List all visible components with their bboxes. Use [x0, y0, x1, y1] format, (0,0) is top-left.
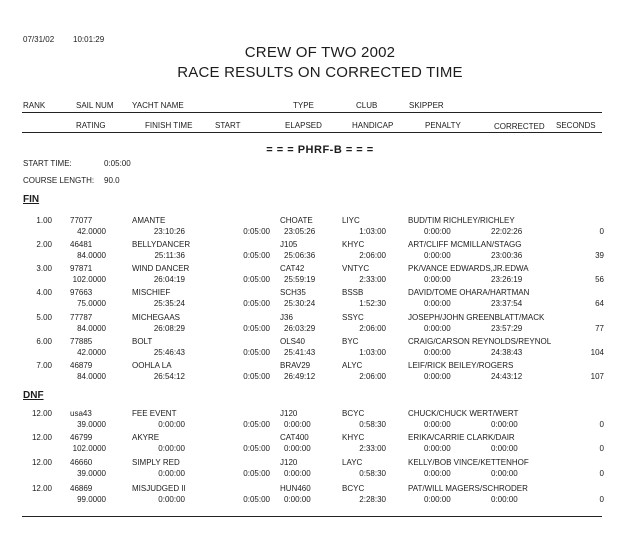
- course-length-value: 90.0: [104, 176, 120, 185]
- yacht-name-cell: MISCHIEF: [132, 288, 171, 297]
- finish-time-cell: 0:00:00: [158, 469, 185, 478]
- corrected-cell: 0:00:00: [491, 444, 518, 453]
- yacht-name-cell: AMANTE: [132, 216, 166, 225]
- penalty-cell: 0:00:00: [424, 275, 451, 284]
- elapsed-cell: 25:06:36: [284, 251, 316, 260]
- report-title: CREW OF TWO 2002: [244, 44, 396, 61]
- rank-cell: 4.00: [36, 288, 52, 297]
- handicap-cell: 2:28:30: [359, 495, 386, 504]
- handicap-cell: 2:33:00: [359, 444, 386, 453]
- report-date: 07/31/02: [23, 35, 55, 44]
- type-cell: BRAV29: [280, 361, 311, 370]
- finish-time-cell: 26:54:12: [153, 372, 185, 381]
- finish-time-cell: 0:00:00: [158, 444, 185, 453]
- rating-cell: 42.0000: [77, 227, 106, 236]
- handicap-cell: 2:06:00: [359, 372, 386, 381]
- handicap-cell: 0:58:30: [359, 420, 386, 429]
- sail-num-cell: 77885: [70, 337, 93, 346]
- rating-cell: 102.0000: [72, 444, 106, 453]
- col-finish-time: FINISH TIME: [145, 121, 193, 130]
- penalty-cell: 0:00:00: [424, 299, 451, 308]
- rank-cell: 3.00: [36, 264, 52, 273]
- handicap-cell: 1:03:00: [359, 227, 386, 236]
- finish-time-cell: 26:08:29: [153, 324, 185, 333]
- seconds-cell: 0: [599, 469, 604, 478]
- elapsed-cell: 25:30:24: [284, 299, 316, 308]
- elapsed-cell: 25:59:19: [284, 275, 316, 284]
- penalty-cell: 0:00:00: [424, 251, 451, 260]
- start-cell: 0:05:00: [243, 495, 270, 504]
- sail-num-cell: 46799: [70, 433, 93, 442]
- finish-time-cell: 25:46:43: [153, 348, 185, 357]
- elapsed-cell: 0:00:00: [284, 495, 311, 504]
- sail-num-cell: 77077: [70, 216, 93, 225]
- yacht-name-cell: WIND DANCER: [132, 264, 190, 273]
- rating-cell: 84.0000: [77, 324, 106, 333]
- col-rating: RATING: [76, 121, 106, 130]
- finish-time-cell: 26:04:19: [153, 275, 185, 284]
- elapsed-cell: 25:41:43: [284, 348, 316, 357]
- rating-cell: 75.0000: [77, 299, 106, 308]
- seconds-cell: 0: [599, 444, 604, 453]
- type-cell: CAT400: [280, 433, 309, 442]
- rank-cell: 12.00: [31, 409, 52, 418]
- start-cell: 0:05:00: [243, 324, 270, 333]
- skipper-cell: ART/CLIFF MCMILLAN/STAGG: [408, 240, 522, 249]
- start-cell: 0:05:00: [243, 372, 270, 381]
- corrected-cell: 0:00:00: [491, 469, 518, 478]
- yacht-name-cell: BOLT: [132, 337, 153, 346]
- corrected-cell: 23:26:19: [491, 275, 523, 284]
- seconds-cell: 64: [595, 299, 604, 308]
- section-heading: FIN: [23, 194, 40, 205]
- corrected-cell: 0:00:00: [491, 495, 518, 504]
- finish-time-cell: 0:00:00: [158, 420, 185, 429]
- yacht-name-cell: BELLYDANCER: [132, 240, 191, 249]
- club-cell: KHYC: [342, 433, 365, 442]
- club-cell: KHYC: [342, 240, 365, 249]
- rank-cell: 12.00: [31, 458, 52, 467]
- rating-cell: 39.0000: [77, 469, 106, 478]
- skipper-cell: DAVID/TOME OHARA/HARTMAN: [408, 288, 530, 297]
- rank-cell: 6.00: [36, 337, 52, 346]
- skipper-cell: JOSEPH/JOHN GREENBLATT/MACK: [408, 313, 545, 322]
- club-cell: LAYC: [342, 458, 363, 467]
- elapsed-cell: 0:00:00: [284, 420, 311, 429]
- club-cell: BSSB: [342, 288, 364, 297]
- rating-cell: 99.0000: [77, 495, 106, 504]
- skipper-cell: BUD/TIM RICHLEY/RICHLEY: [408, 216, 515, 225]
- club-cell: VNTYC: [342, 264, 370, 273]
- club-cell: LIYC: [342, 216, 360, 225]
- club-cell: BYC: [342, 337, 359, 346]
- rating-cell: 84.0000: [77, 251, 106, 260]
- skipper-cell: ERIKA/CARRIE CLARK/DAIR: [408, 433, 515, 442]
- rating-cell: 102.0000: [72, 275, 106, 284]
- finish-time-cell: 25:35:24: [153, 299, 185, 308]
- rating-cell: 42.0000: [77, 348, 106, 357]
- col-yacht-name: YACHT NAME: [132, 101, 184, 110]
- elapsed-cell: 0:00:00: [284, 469, 311, 478]
- skipper-cell: CRAIG/CARSON REYNOLDS/REYNOL: [408, 337, 552, 346]
- col-rank: RANK: [23, 101, 46, 110]
- penalty-cell: 0:00:00: [424, 420, 451, 429]
- rank-cell: 12.00: [31, 484, 52, 493]
- handicap-cell: 2:06:00: [359, 251, 386, 260]
- seconds-cell: 104: [590, 348, 604, 357]
- start-cell: 0:05:00: [243, 420, 270, 429]
- corrected-cell: 22:02:26: [491, 227, 523, 236]
- report-subtitle: RACE RESULTS ON CORRECTED TIME: [177, 64, 463, 81]
- sail-num-cell: usa43: [70, 409, 92, 418]
- elapsed-cell: 23:05:26: [284, 227, 316, 236]
- sail-num-cell: 46879: [70, 361, 93, 370]
- finish-time-cell: 0:00:00: [158, 495, 185, 504]
- start-cell: 0:05:00: [243, 227, 270, 236]
- penalty-cell: 0:00:00: [424, 444, 451, 453]
- type-cell: HUN460: [280, 484, 311, 493]
- club-cell: ALYC: [342, 361, 363, 370]
- handicap-cell: 1:52:30: [359, 299, 386, 308]
- handicap-cell: 2:06:00: [359, 324, 386, 333]
- corrected-cell: 23:37:54: [491, 299, 523, 308]
- rank-cell: 2.00: [36, 240, 52, 249]
- col-seconds: SECONDS: [556, 121, 596, 130]
- start-cell: 0:05:00: [243, 469, 270, 478]
- sail-num-cell: 46481: [70, 240, 93, 249]
- corrected-cell: 23:00:36: [491, 251, 523, 260]
- rank-cell: 5.00: [36, 313, 52, 322]
- yacht-name-cell: OOHLA LA: [132, 361, 172, 370]
- col-type: TYPE: [293, 101, 314, 110]
- skipper-cell: KELLY/BOB VINCE/KETTENHOF: [408, 458, 529, 467]
- type-cell: J120: [280, 409, 298, 418]
- col-handicap: HANDICAP: [352, 121, 394, 130]
- start-cell: 0:05:00: [243, 299, 270, 308]
- rank-cell: 12.00: [31, 433, 52, 442]
- rank-cell: 7.00: [36, 361, 52, 370]
- col-elapsed: ELAPSED: [285, 121, 322, 130]
- col-skipper: SKIPPER: [409, 101, 444, 110]
- seconds-cell: 0: [599, 495, 604, 504]
- seconds-cell: 0: [599, 420, 604, 429]
- start-cell: 0:05:00: [243, 444, 270, 453]
- sail-num-cell: 77787: [70, 313, 93, 322]
- start-cell: 0:05:00: [243, 348, 270, 357]
- penalty-cell: 0:00:00: [424, 227, 451, 236]
- sail-num-cell: 97871: [70, 264, 93, 273]
- club-cell: BCYC: [342, 409, 365, 418]
- footer-rule: [22, 516, 602, 517]
- club-cell: SSYC: [342, 313, 364, 322]
- seconds-cell: 77: [595, 324, 604, 333]
- elapsed-cell: 26:49:12: [284, 372, 316, 381]
- col-start: START: [215, 121, 241, 130]
- elapsed-cell: 0:00:00: [284, 444, 311, 453]
- club-cell: BCYC: [342, 484, 365, 493]
- type-cell: J36: [280, 313, 293, 322]
- course-length-label: COURSE LENGTH:: [23, 176, 95, 185]
- rating-cell: 39.0000: [77, 420, 106, 429]
- yacht-name-cell: MICHEGAAS: [132, 313, 181, 322]
- type-cell: J120: [280, 458, 298, 467]
- seconds-cell: 0: [599, 227, 604, 236]
- corrected-cell: 24:38:43: [491, 348, 523, 357]
- corrected-cell: 23:57:29: [491, 324, 523, 333]
- handicap-cell: 2:33:00: [359, 275, 386, 284]
- seconds-cell: 56: [595, 275, 604, 284]
- rating-cell: 84.0000: [77, 372, 106, 381]
- penalty-cell: 0:00:00: [424, 324, 451, 333]
- type-cell: J105: [280, 240, 298, 249]
- finish-time-cell: 25:11:36: [154, 251, 185, 260]
- penalty-cell: 0:00:00: [424, 469, 451, 478]
- yacht-name-cell: AKYRE: [132, 433, 160, 442]
- sail-num-cell: 46869: [70, 484, 93, 493]
- seconds-cell: 107: [590, 372, 604, 381]
- penalty-cell: 0:00:00: [424, 348, 451, 357]
- start-cell: 0:05:00: [243, 275, 270, 284]
- penalty-cell: 0:00:00: [424, 495, 451, 504]
- yacht-name-cell: MISJUDGED II: [132, 484, 186, 493]
- type-cell: CAT42: [280, 264, 305, 273]
- skipper-cell: PAT/WILL MAGERS/SCHRODER: [408, 484, 528, 493]
- col-penalty: PENALTY: [425, 121, 461, 130]
- type-cell: SCH35: [280, 288, 306, 297]
- col-sail-num: SAIL NUM: [76, 101, 114, 110]
- skipper-cell: PK/VANCE EDWARDS,JR.EDWA: [408, 264, 529, 273]
- class-header: = = = PHRF-B = = =: [266, 144, 374, 156]
- corrected-cell: 24:43:12: [491, 372, 523, 381]
- start-time-value: 0:05:00: [104, 159, 131, 168]
- skipper-cell: LEIF/RICK BEILEY/ROGERS: [408, 361, 514, 370]
- elapsed-cell: 26:03:29: [284, 324, 316, 333]
- rank-cell: 1.00: [36, 216, 52, 225]
- handicap-cell: 0:58:30: [359, 469, 386, 478]
- sail-num-cell: 46660: [70, 458, 93, 467]
- header-rule-2: [22, 132, 602, 133]
- start-cell: 0:05:00: [243, 251, 270, 260]
- seconds-cell: 39: [595, 251, 604, 260]
- penalty-cell: 0:00:00: [424, 372, 451, 381]
- corrected-cell: 0:00:00: [491, 420, 518, 429]
- sail-num-cell: 97663: [70, 288, 93, 297]
- handicap-cell: 1:03:00: [359, 348, 386, 357]
- col-corrected: CORRECTED: [494, 122, 545, 131]
- yacht-name-cell: SIMPLY RED: [132, 458, 180, 467]
- header-rule-1: [22, 112, 602, 113]
- start-time-label: START TIME:: [23, 159, 72, 168]
- yacht-name-cell: FEE EVENT: [132, 409, 177, 418]
- skipper-cell: CHUCK/CHUCK WERT/WERT: [408, 409, 519, 418]
- section-heading: DNF: [23, 390, 44, 401]
- col-club: CLUB: [356, 101, 378, 110]
- type-cell: OLS40: [280, 337, 305, 346]
- finish-time-cell: 23:10:26: [153, 227, 185, 236]
- report-time: 10:01:29: [73, 35, 105, 44]
- type-cell: CHOATE: [280, 216, 313, 225]
